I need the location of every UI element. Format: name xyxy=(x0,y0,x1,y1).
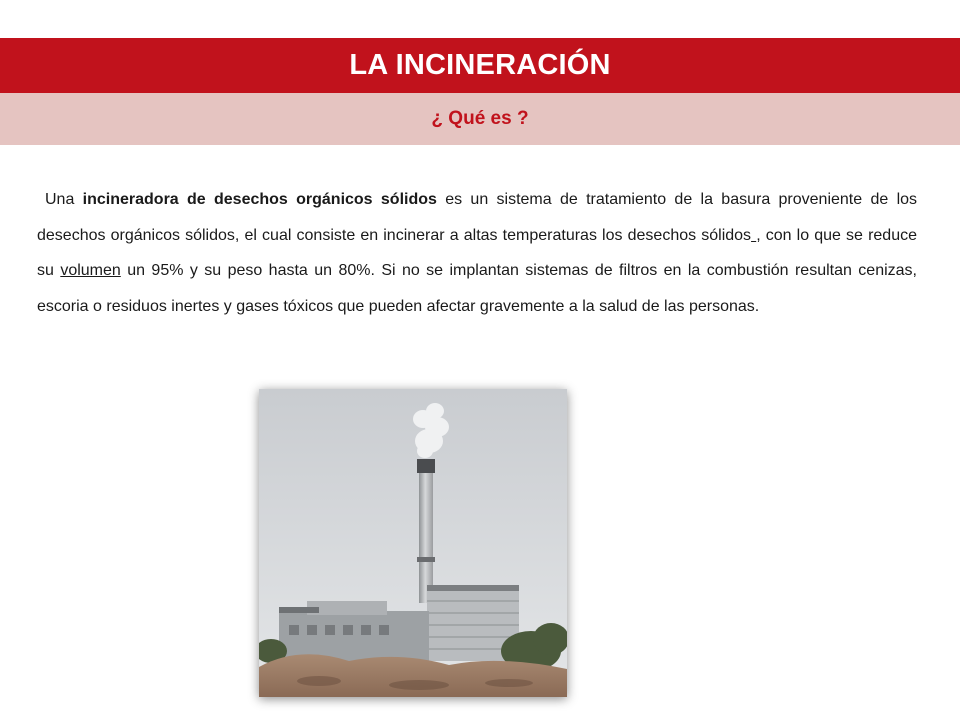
body-link-volumen[interactable]: volumen xyxy=(60,262,121,280)
incinerator-photo xyxy=(259,389,567,697)
slide-subtitle: ¿ Qué es ? xyxy=(431,108,529,129)
body-bold-term: incineradora de desechos orgánicos sólidos xyxy=(82,191,437,208)
title-bar xyxy=(0,38,960,93)
body-text-segment: , con lo que se reduce su xyxy=(37,226,918,280)
subtitle-bar xyxy=(0,93,960,145)
slide-title: LA INCINERACIÓN xyxy=(349,49,611,81)
body-text-segment: Una xyxy=(45,191,83,208)
body-text-segment: un 95% y su peso hasta un 80%. Si no se implantan sistemas de filtros en la combustión resultan cenizas, escoria o residuos inertes y gases tóxicos que pueden afectar gravemente a la salud de las personas. xyxy=(37,262,918,315)
body-text-segment: es un sistema de tratamiento de la basura proveniente de los desechos orgánicos sólidos, el cual consiste en incinerar a altas temperaturas los desechos sólidos xyxy=(37,191,918,244)
body-paragraph xyxy=(37,182,917,324)
